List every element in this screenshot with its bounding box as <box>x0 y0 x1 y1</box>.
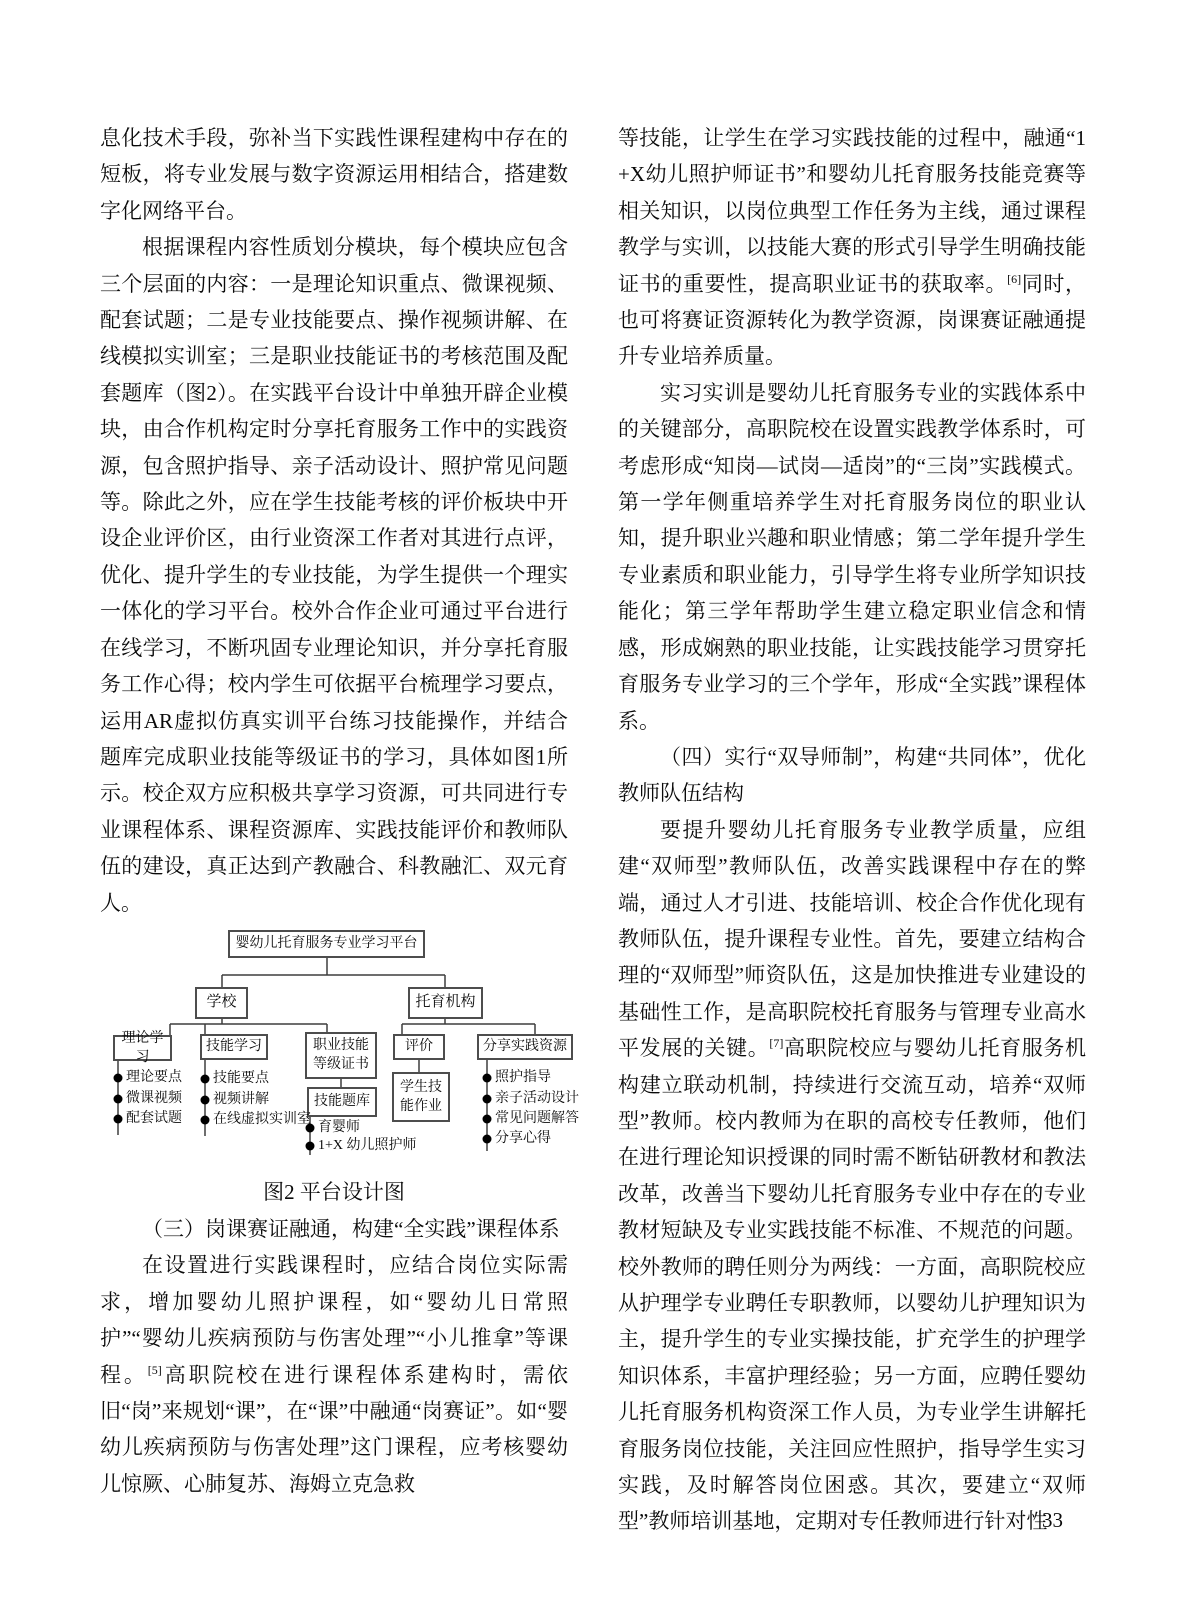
figure-item-nursery-teacher: 育婴师 <box>318 1119 360 1135</box>
figure-item-micro-videos: 微课视频 <box>126 1090 182 1106</box>
right-column <box>618 120 1086 1540</box>
figure-box-platform: 婴幼儿托育服务专业学习平台 <box>228 930 425 958</box>
left-column <box>100 120 579 1502</box>
figure-box-evaluation: 评价 <box>393 1034 445 1060</box>
figure-box-skill-learning: 技能学习 <box>200 1034 268 1060</box>
paragraph-text: 根据课程内容性质划分模块，每个模块应包含三个层面的内容：一是理论知识重点、微课视频、配套试题；二是专业技能要点、操作视频讲解、在线模拟实训室；三是职业技能证书的考核范围及配套题库（图2）。在实践平台设计中单独开辟企业模块，由合作机构定时分享托育服务工作中的实践资源，包含照护指导、亲子活动设计、照护常见问题等。除此之外，应在学生技能考核的评价板块中开设企业评价区，由行业资深工作者对其进行点评，优化、提升学生的专业技能，为学生提供一个理实一体化的学习平台。校外合作企业可通过平台进行在线学习，不断巩固专业理论知识，并分享托育服务工作心得；校内学生可依据平台梳理学习要点，运用AR虚拟仿真实训平台练习技能操作，并结合题库完成职业技能等级证书的学习，具体如图1所示。校企双方应积极共享学习资源，可共同进行专业课程体系、课程资源库、实践技能评价和教师队伍的建设，真正达到产教融合、科教融汇、双元育人。 <box>100 235 568 915</box>
heading-text: （四）实行“双导师制”，构建“共同体”，优化教师队伍结构 <box>618 744 1086 806</box>
figure-item-care-guidance: 照护指导 <box>495 1069 551 1085</box>
citation-ref-6: [6] <box>1007 271 1022 286</box>
figure-box-vocational-certificate: 职业技能等级证书 <box>305 1032 377 1079</box>
paragraph <box>100 229 568 921</box>
paragraph-text: 息化技术手段，弥补当下实践性课程建构中存在的短板，将专业发展与数字资源运用相结合，搭建数字化网络平台。 <box>100 126 568 223</box>
figure-item-theory-points: 理论要点 <box>126 1069 182 1085</box>
paragraph-text: 要提升婴幼儿托育服务专业教学质量，应组建“双师型”教师队伍，改善实践课程中存在的弊端，通过人才引进、技能培训、校企合作优化现有教师队伍，提升课程专业性。首先，要建立结构合理的“双师型”师资队伍，这是加快推进专业建设的基础性工作，是高职院校托育服务与管理专业高水平发展的关键。 <box>618 817 1086 1061</box>
figure-item-matching-tests: 配套试题 <box>126 1110 182 1126</box>
figure-caption: 图2 平台设计图 <box>263 1179 405 1204</box>
paragraph-text: 同时，也可将赛证资源转化为教学资源，岗课赛证融通提升专业培养质量。 <box>618 271 1087 369</box>
figure-item-online-virtual-lab: 在线虚拟实训室 <box>213 1111 311 1127</box>
figure-item-parent-child-activity: 亲子活动设计 <box>495 1090 579 1106</box>
figure-item-faq-answers: 常见问题解答 <box>495 1110 579 1126</box>
paragraph-text: 高职院校应与婴幼儿托育服务机构建立联动机制，持续进行交流互动，培养“双师型”教师。校内教师为在职的高校专任教师，他们在进行理论知识授课的同时需不断钻研教材和教法改革，改善当下婴幼儿托育服务专业中存在的专业教材短缺及专业实践技能不标准、不规范的问题。校外教师的聘任则分为两线：一方面，高职院校应从护理学专业聘任专职教师，以婴幼儿护理知识为主，提升学生的专业实操技能，扩充学生的护理学知识体系，丰富护理经验；另一方面，应聘任婴幼儿托育服务机构资深工作人员，为专业学生讲解托育服务岗位技能，关注回应性照护，指导学生实习实践，及时解答岗位困惑。其次，要建立“双师型”教师培训基地，定期对专任教师进行针对性 <box>618 1036 1087 1534</box>
figure-box-theory-learning: 理论学习 <box>113 1035 172 1061</box>
section-heading-3 <box>100 1211 568 1247</box>
figure-item-video-explain: 视频讲解 <box>213 1091 269 1107</box>
paragraph <box>618 812 1086 1540</box>
paragraph-text: 高职院校在进行课程体系建构时，需依旧“岗”来规划“课”，在“课”中融通“岗赛证”。如“婴幼儿疾病预防与伤害处理”这门课程，应考核婴幼儿惊厥、心肺复苏、海姆立克急救 <box>100 1362 569 1496</box>
paragraph-text: 实习实训是婴幼儿托育服务专业的实践体系中的关键部分，高职院校在设置实践教学体系时，可考虑形成“知岗—试岗—适岗”的“三岗”实践模式。第一学年侧重培养学生对托育服务岗位的职业认知，提升职业兴趣和职业情感；第二学年提升学生专业素质和职业能力，引导学生将专业所学知识技能化；第三学年帮助学生建立稳定职业信念和情感，形成娴熟的职业技能，让实践技能学习贯穿托育服务专业学习的三个学年，形成“全实践”课程体系。 <box>618 380 1086 733</box>
figure-2-diagram <box>100 925 579 1165</box>
figure-item-share-experience: 分享心得 <box>495 1130 551 1146</box>
heading-text: （三）岗课赛证融通，构建“全实践”课程体系 <box>142 1216 560 1241</box>
citation-ref-5: [5] <box>147 1362 162 1377</box>
figure-box-school: 学校 <box>195 987 248 1019</box>
paragraph <box>618 120 1086 375</box>
figure-box-institution: 托育机构 <box>408 987 483 1019</box>
page-number: 33 <box>1042 1508 1063 1532</box>
paragraph <box>100 120 568 229</box>
figure-box-student-skill-work: 学生技能作业 <box>392 1072 450 1122</box>
paragraph-text: 等技能，让学生在学习实践技能的过程中，融通“1+X幼儿照护师证书”和婴幼儿托育服务技能竞赛等相关知识，以岗位典型工作任务为主线，通过课程教学与实训，以技能大赛的形式引导学生明确技能证书的重要性，提高职业证书的获取率。 <box>618 126 1086 296</box>
figure-item-skill-points: 技能要点 <box>213 1070 269 1086</box>
paragraph <box>100 1247 568 1502</box>
citation-ref-7: [7] <box>769 1036 784 1051</box>
paragraph <box>618 375 1086 739</box>
figure-box-skill-question-bank: 技能题库 <box>307 1087 377 1117</box>
section-heading-4 <box>618 739 1086 812</box>
paragraph-text: 在设置进行实践课程时，应结合岗位实际需求，增加婴幼儿照护课程，如“婴幼儿日常照护”“婴幼儿疾病预防与伤害处理”“小儿推拿”等课程。 <box>100 1253 568 1387</box>
figure-box-share-resources: 分享实践资源 <box>477 1034 573 1060</box>
figure-item-1x-childcare: 1+X 幼儿照护师 <box>318 1137 417 1153</box>
